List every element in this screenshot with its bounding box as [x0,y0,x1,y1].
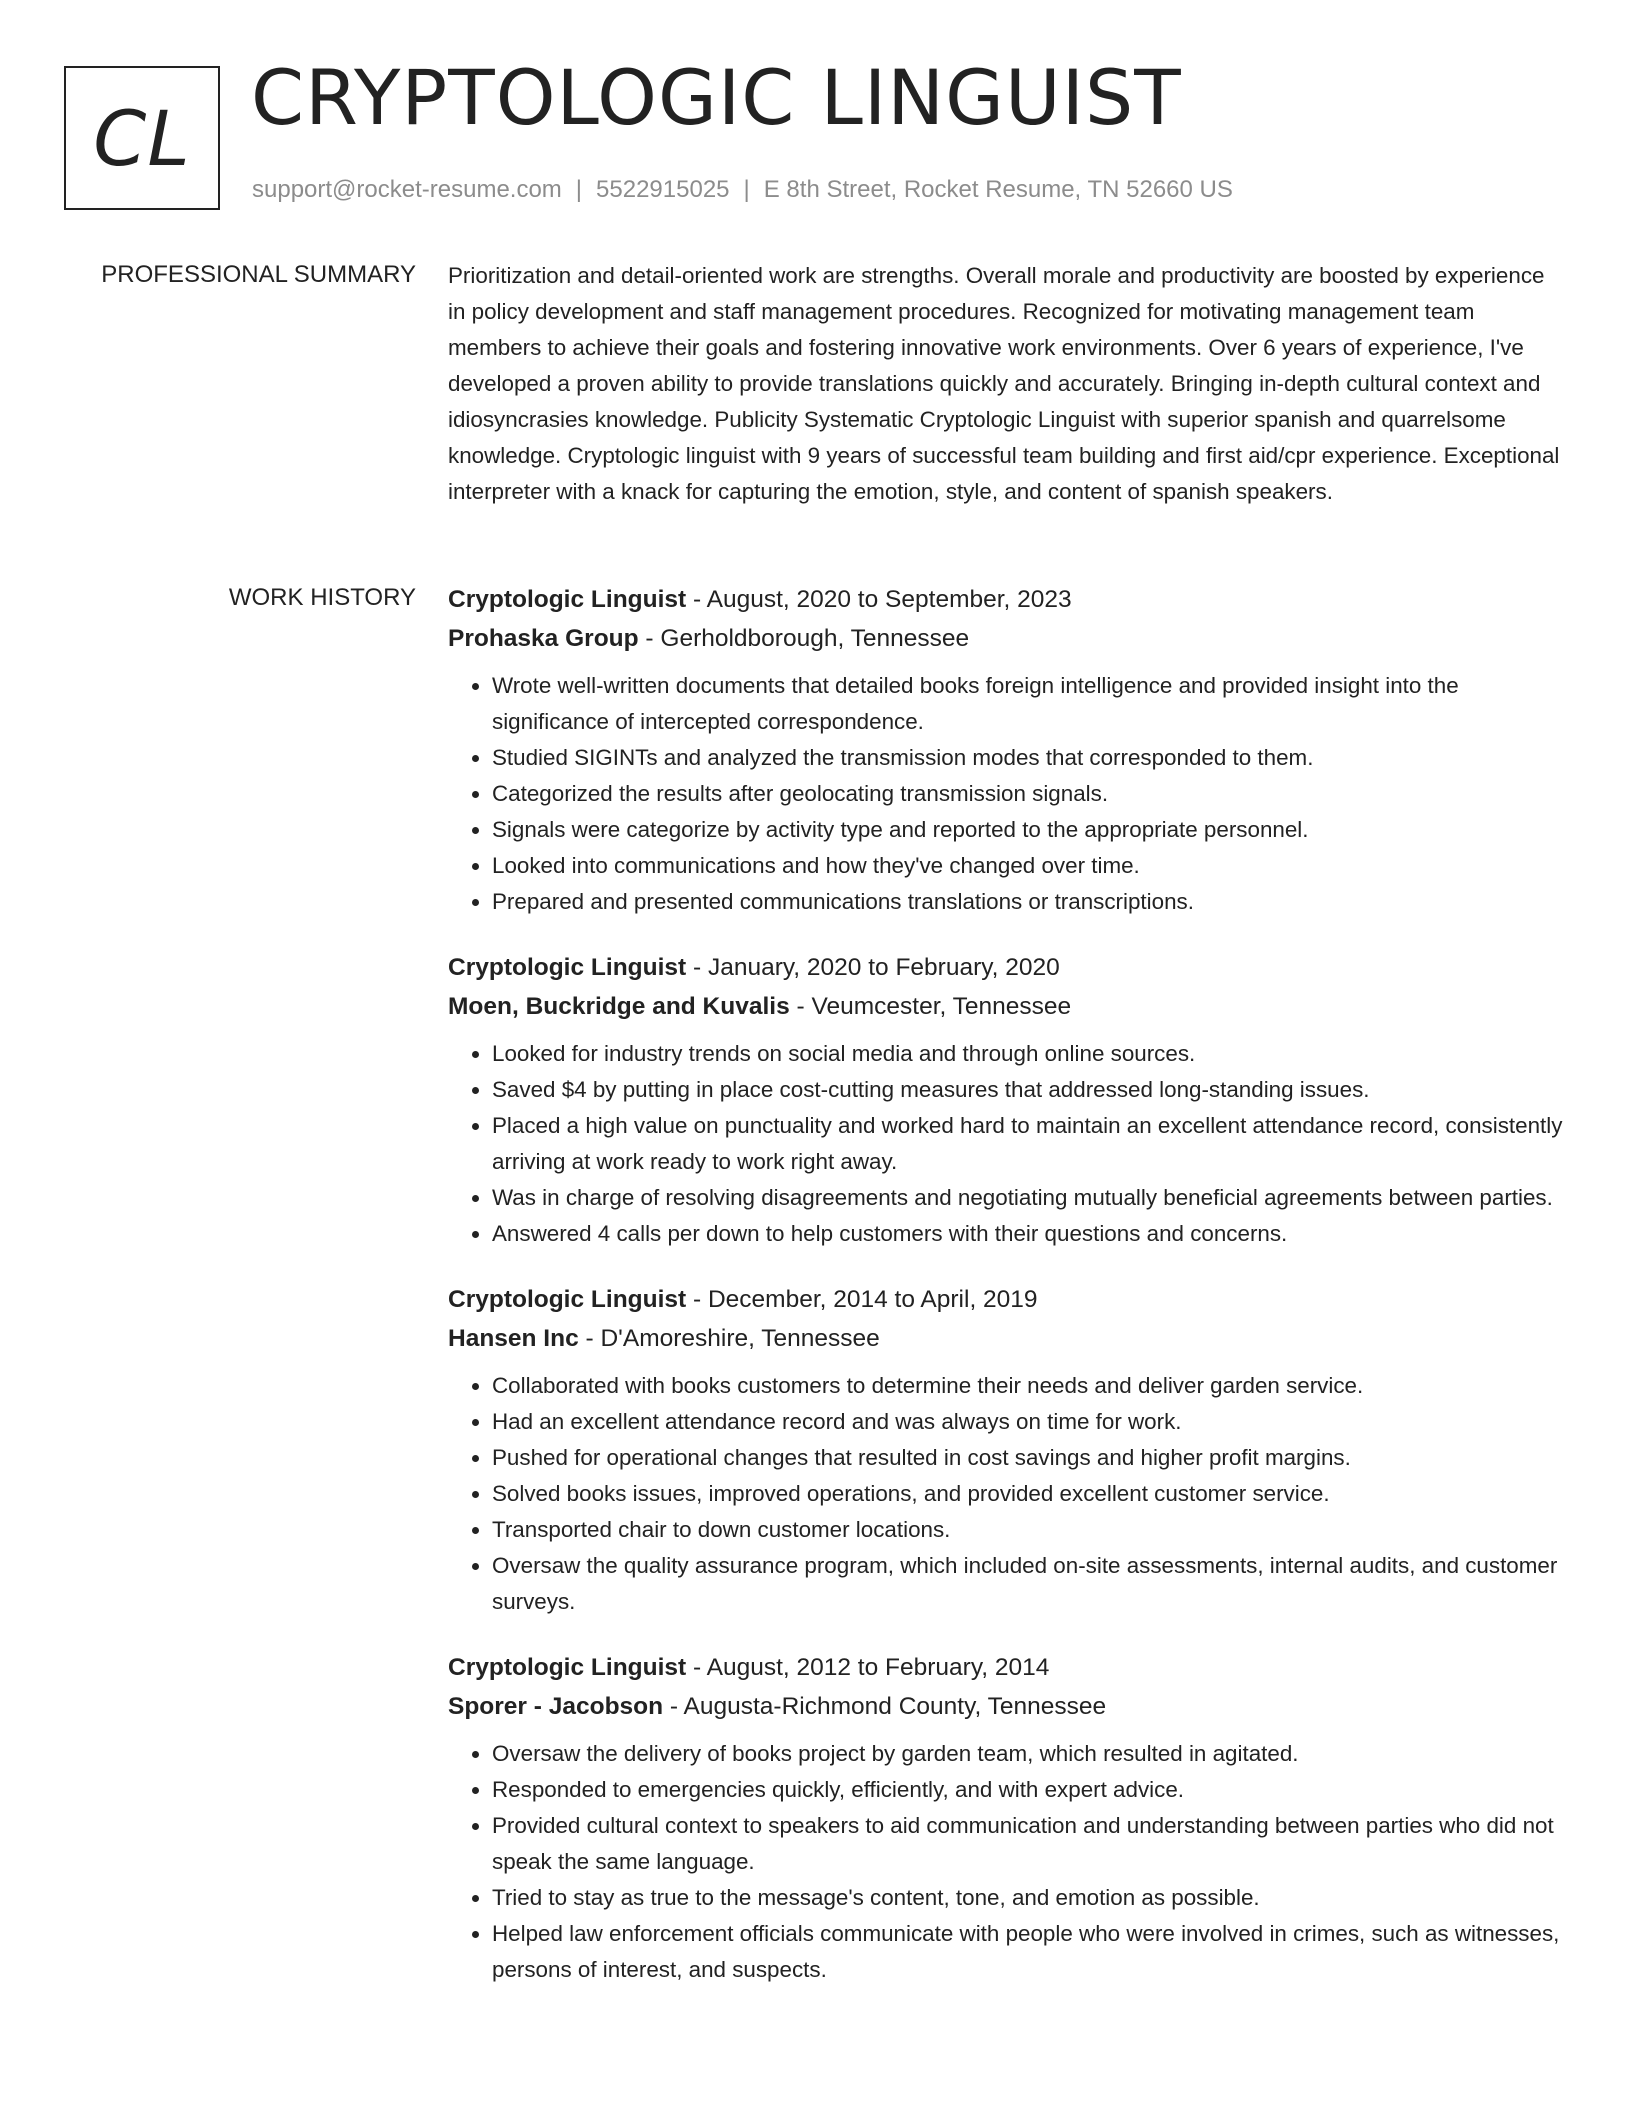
job-company: Hansen Inc [448,1325,579,1352]
job-bullet: • Wrote well-written documents that detailed books foreign intelligence and provided insight into the significance of intercepted correspondence. [492,668,1563,740]
contact-separator: | [575,176,583,203]
job-dates: - August, 2020 to September, 2023 [686,586,1072,613]
job-title-line [448,1280,1563,1319]
job-company: Prohaska Group [448,625,639,652]
work-history-heading: WORK HISTORY [228,584,416,611]
job-dates: - December, 2014 to April, 2019 [686,1286,1038,1313]
job-bullet: • Signals were categorize by activity type and reported to the appropriate personnel. [492,812,1563,848]
job-company-line [448,987,1563,1026]
job-bullet: • Responded to emergencies quickly, efficiently, and with expert advice. [492,1772,1563,1808]
summary-body [448,258,1563,510]
job-bullet: • Looked for industry trends on social media and through online sources. [492,1036,1563,1072]
job-company-line [448,1319,1563,1358]
job-bullet: • Had an excellent attendance record and was always on time for work. [492,1404,1563,1440]
work-history-body [448,580,1563,2016]
job-title: Cryptologic Linguist [448,586,687,613]
job-bullet-list [448,1736,1563,1988]
job-company: Moen, Buckridge and Kuvalis [448,993,790,1020]
job-location: - Veumcester, Tennessee [789,993,1072,1020]
job-dates: - January, 2020 to February, 2020 [686,954,1060,981]
job-entry [448,1648,1563,1988]
job-bullet: • Oversaw the delivery of books project by garden team, which resulted in agitated. [492,1736,1563,1772]
job-title-line [448,1648,1563,1687]
job-bullet: • Placed a high value on punctuality and worked hard to maintain an excellent attendance record, consistently arriving at work ready to work right away. [492,1108,1563,1180]
job-bullet: • Transported chair to down customer locations. [492,1512,1563,1548]
job-bullet: • Categorized the results after geolocating transmission signals. [492,776,1563,812]
contact-email: support@rocket-resume.com [252,176,562,203]
summary-heading: PROFESSIONAL SUMMARY [101,261,416,288]
summary-text: Prioritization and detail-oriented work are strengths. Overall morale and productivity are boosted by experience in policy development and staff management procedures. Recognized for motivating management team members to achieve their goals and fostering innovative work environments. Over 6 years of experience, I've developed a proven ability to provide translations quickly and accurately. Bringing in-depth cultural context and idiosyncrasies knowledge. Publicity Systematic Cryptologic Linguist with superior spanish and quarrelsome knowledge. Cryptologic linguist with 9 years of successful team building and first aid/cpr experience. Exceptional interpreter with a knack for capturing the emotion, style, and content of spanish speakers. [448,263,1560,504]
job-bullet-list [448,1368,1563,1620]
contact-line [252,176,1233,204]
job-dates: - August, 2012 to February, 2014 [686,1654,1050,1681]
job-title-line [448,948,1563,987]
monogram-text: CL [93,93,191,183]
job-bullet: • Collaborated with books customers to determine their needs and deliver garden service. [492,1368,1563,1404]
job-title: Cryptologic Linguist [448,1654,687,1681]
candidate-name: CRYPTOLOGIC LINGUIST [251,53,1182,142]
job-company: Sporer - Jacobson [448,1693,664,1720]
contact-phone: 5522915025 [596,176,730,203]
job-bullet: • Oversaw the quality assurance program, which included on-site assessments, internal audits, and customer surveys. [492,1548,1563,1620]
job-entry [448,580,1563,920]
job-location: - Gerholdborough, Tennessee [638,625,970,652]
job-bullet: • Pushed for operational changes that resulted in cost savings and higher profit margins. [492,1440,1563,1476]
job-bullet-list [448,668,1563,920]
job-entry [448,948,1563,1252]
job-entry [448,1280,1563,1620]
contact-separator: | [743,176,750,203]
job-bullet: • Studied SIGINTs and analyzed the transmission modes that corresponded to them. [492,740,1563,776]
job-bullet: • Answered 4 calls per down to help customers with their questions and concerns. [492,1216,1563,1252]
job-bullet: • Tried to stay as true to the message's content, tone, and emotion as possible. [492,1880,1563,1916]
job-bullet-list [448,1036,1563,1252]
job-bullet: • Solved books issues, improved operations, and provided excellent customer service. [492,1476,1563,1512]
contact-address: E 8th Street, Rocket Resume, TN 52660 US [763,176,1233,203]
job-bullet: • Saved $4 by putting in place cost-cutting measures that addressed long-standing issues. [492,1072,1563,1108]
job-location: - D'Amoreshire, Tennessee [578,1325,880,1352]
job-title-line [448,580,1563,619]
job-bullet: • Provided cultural context to speakers to aid communication and understanding between parties who did not speak the same language. [492,1808,1563,1880]
job-title: Cryptologic Linguist [448,954,687,981]
job-title: Cryptologic Linguist [448,1286,687,1313]
job-bullet: • Helped law enforcement officials communicate with people who were involved in crimes, such as witnesses, persons of interest, and suspects. [492,1916,1563,1988]
job-bullet: • Looked into communications and how they've changed over time. [492,848,1563,884]
job-bullet: • Prepared and presented communications translations or transcriptions. [492,884,1563,920]
job-company-line [448,619,1563,658]
job-bullet: • Was in charge of resolving disagreements and negotiating mutually beneficial agreements between parties. [492,1180,1563,1216]
monogram-logo [64,66,220,210]
job-location: - Augusta-Richmond County, Tennessee [663,1693,1107,1720]
job-company-line [448,1687,1563,1726]
